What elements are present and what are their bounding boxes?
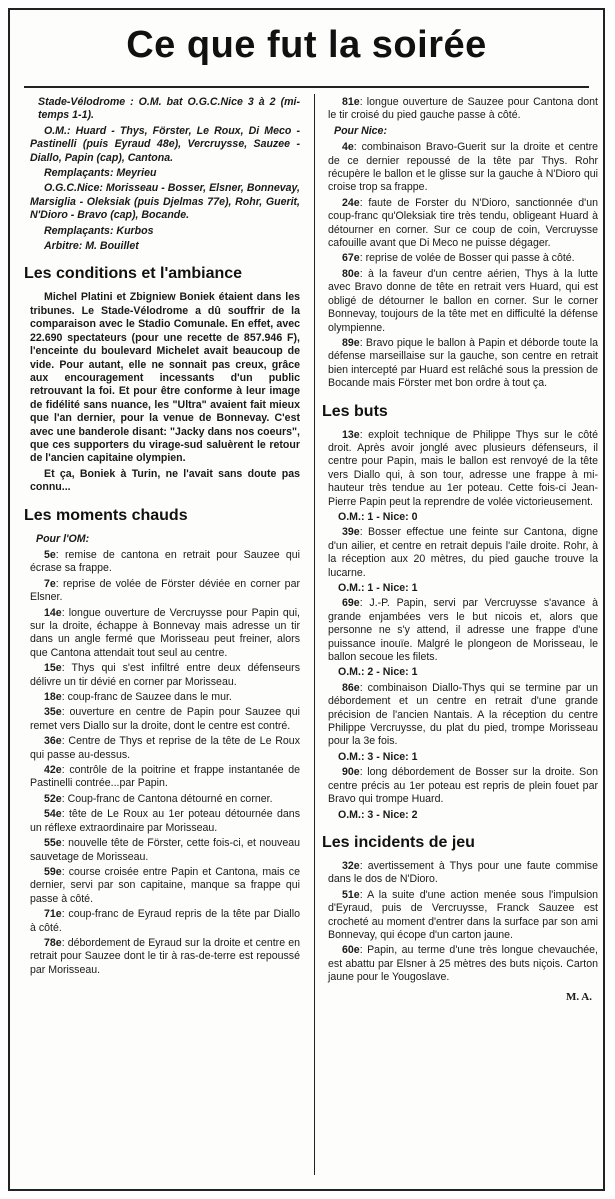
article-title: Ce que fut la soirée	[126, 24, 487, 66]
incident-entry	[328, 944, 598, 984]
minute-label: 78e	[44, 936, 62, 949]
nice-moment-entry	[328, 268, 598, 335]
om-lineup: O.M.: Huard - Thys, Förster, Le Roux, Di Meco - Pastinelli (puis Eyraud 48e), Vercruysse, Sauzee - Diallo, Papin (cap), Cantona.	[30, 124, 300, 164]
om-moment-entry	[30, 808, 300, 835]
entry-text: : faute de Forster du N'Dioro, sanctionnée d'un coup-franc qu'Oleksiak tire très tendu, obligeant Huard à détourner en corner. Sur ce coup de coin, Vercruysse cafouille avant que Di Meco ne puisse dégager.	[328, 196, 598, 250]
om-moment-entry	[30, 706, 300, 733]
minute-label: 13e	[342, 428, 360, 441]
entry-text: : à la faveur d'un centre aérien, Thys à la lutte avec Bravo donne de tête en retrait vers Huard, qui est obligé de détourner le ballon en corner. Sur le corner Bonnevay, toujours de la tête met en difficulté la défense olympienne.	[328, 267, 598, 334]
minute-label: 4e	[342, 141, 354, 154]
nice-moments-label: Pour Nice:	[334, 124, 387, 137]
conditions-closing: Et ça, Boniek à Turin, ne l'avait sans doute pas connu...	[30, 467, 300, 494]
nice-moment-entry	[328, 252, 598, 265]
minute-label: 5e	[44, 548, 56, 561]
entry-text: : coup-franc de Eyraud repris de la tête par Diallo à côté.	[30, 908, 300, 934]
entry-text: : longue ouverture de Vercruysse pour Papin qui, sur la droite, échappe à Bonnevay mais adresse un tir dans un angle fermé que Morisseau peut freiner, alors que Cantona attendait tout seul au centre.	[30, 606, 300, 659]
minute-label: 81e	[342, 96, 360, 108]
om-substitutes: Remplaçants: Meyrieu	[44, 167, 157, 180]
minute-label: 54e	[44, 808, 62, 821]
score-line: O.M.: 1 - Nice: 0	[338, 510, 418, 523]
om-moment-entry	[30, 837, 300, 864]
entry-text: : Thys qui s'est infiltré entre deux défenseurs délivre un tir dévié en corner par Morisseau.	[30, 662, 300, 688]
goal-entry	[328, 682, 598, 749]
minute-label: 24e	[342, 196, 360, 209]
entry-text: : contrôle de la poitrine et frappe instantanée de Pastinelli contrée...par Papin.	[30, 764, 300, 790]
incident-entry	[328, 889, 598, 943]
entry-text: : remise de cantona en retrait pour Sauzee qui écrase sa frappe.	[30, 548, 300, 575]
entry-text: : Bosser effectue une feinte sur Cantona, digne d'un ailier, et centre en retrait depuis l'aile droite. Rohr, à la réception aux 20 mètres, du pied gauche trouve la lucarne.	[328, 526, 598, 579]
minute-label: 36e	[44, 735, 62, 748]
om-moment-entry	[30, 908, 300, 935]
om-moment-entry	[30, 607, 300, 661]
om-moment-entry	[30, 691, 300, 704]
minute-label: 80e	[342, 267, 360, 280]
minute-label: 39e	[342, 526, 360, 539]
entry-text: : combinaison Bravo-Guerit sur la droite et centre de ce dernier repoussé de la tête par Thys. Rohr récupère le ballon et le glisse sur la gauche à N'Dioro qui croise trop sa frappe.	[328, 141, 598, 194]
entry-text: : Centre de Thys et reprise de la tête de Le Roux qui passe au-dessus.	[30, 735, 300, 761]
score-line: O.M.: 2 - Nice: 1	[338, 666, 418, 679]
om-moment-entry	[328, 96, 598, 123]
score-line: O.M.: 1 - Nice: 1	[338, 582, 418, 594]
referee: Arbitre: M. Bouillet	[44, 240, 139, 253]
entry-text: : exploit technique de Philippe Thys sur le côté droit. Après avoir jonglé avec plusieurs défenseurs, il centre pour Papin, mais le ballon est renvoyé de la tête vers Diallo qui, à son tour, adresse une frappe à mi-hauteur très tendue au 1er poteau. Cette fois-ci Jean-Pierre Papin peut la reprendre de volée victorieusement.	[328, 428, 598, 508]
om-moment-entry	[30, 937, 300, 977]
goal-entry	[328, 526, 598, 580]
minute-label: 60e	[342, 944, 360, 957]
entry-text: : Papin, au terme d'une très longue chevauchée, est abattu par Elsner à 25 mètres des buts niçois. Carton jaune pour le Yougoslave.	[328, 944, 598, 984]
entry-text: : A la suite d'une action menée sous l'impulsion d'Eyraud, puis de Vercruysse, Franck Sauzee est crocheté au moment d'entrer dans la surface par son ami Bonnevay, qui écope d'un carton jaune.	[328, 888, 598, 941]
minute-label: 51e	[342, 888, 360, 901]
minute-label: 35e	[44, 706, 62, 719]
entry-text: : reprise de volée de Förster déviée en corner par Elsner.	[30, 577, 300, 604]
incidents-heading: Les incidents de jeu	[322, 833, 475, 851]
entry-text: : long débordement de Bosser sur la droite. Son centre précis au 1er poteau est repris de plein fouet par Bravo qui trompe Huard.	[328, 766, 598, 806]
om-moment-entry	[30, 662, 300, 689]
entry-text: : tête de Le Roux au 1er poteau détournée dans un réflexe extraordinaire par Morisseau.	[30, 808, 300, 834]
entry-text: : ouverture en centre de Papin pour Sauzee qui remet vers Diallo sur la droite, dont le centre est contré.	[30, 706, 300, 732]
minute-label: 14e	[44, 606, 62, 619]
om-moments-list	[30, 549, 300, 977]
entry-text: : nouvelle tête de Förster, cette fois-ci, et nouveau sauvetage de Morisseau.	[30, 837, 300, 863]
entry-text: : Bravo pique le ballon à Papin et déborde toute la défense marseillaise sur la gauche, son centre en retrait bien intercepté par Huard est relâché sous la pression de Bocande mais Förster met bon ordre à tout ça.	[328, 336, 598, 390]
goals-heading: Les buts	[322, 402, 388, 420]
om-moments-label: Pour l'OM:	[36, 532, 90, 545]
score-line: O.M.: 3 - Nice: 1	[338, 750, 418, 763]
goals-list	[328, 429, 598, 822]
om-moment-entry	[30, 578, 300, 605]
conditions-heading: Les conditions et l'ambiance	[24, 265, 243, 283]
entry-text: : combinaison Diallo-Thys qui se termine par un débordement et un centre en retrait d'une grande précision de l'ancien Nantais. A la réception du centre Philippe Vercruysse, du plat du pied, trompe Morisseau pour la 3e fois.	[328, 681, 598, 748]
article-page	[8, 8, 605, 1191]
minute-label: 55e	[44, 837, 62, 850]
minute-label: 89e	[342, 336, 360, 349]
nice-moments-list	[328, 141, 598, 390]
minute-label: 7e	[44, 577, 56, 590]
minute-label: 18e	[44, 691, 62, 704]
minute-label: 67e	[342, 252, 360, 265]
om-moments-continued	[328, 96, 598, 123]
entry-text: : J.-P. Papin, servi par Vercruysse s'avance à grande enjambées vers le but nicois et, alors que personne ne s'y attend, il adresse une frappe d'une puissance inouïe. Malgré le plongeon de Morisseau, le ballon secoue les filets.	[328, 597, 598, 664]
minute-label: 32e	[342, 859, 360, 872]
conditions-paragraph: Michel Platini et Zbigniew Boniek étaient dans les tribunes. Le Stade-Vélodrome a dû souffrir de la comparaison avec le Stadio Comunale. En effet, avec 22.690 spectateurs (pour une recette de 857.946 F), l'enceinte du boulevard Michelet avait beaucoup de vide. Pour autant, elle ne sonnait pas creux, grâce aux encouragement incessants d'un public retrouvant la foi. Et pour être conforme à leur image de fidélité sans nuance, les "Ultra" avaient fait mieux que l'an dernier, pour la venue de Bonnevay. C'est avec une banderole disant: "Jacky dans nos coeurs", que ces supporters du virage-sud saluèrent le retour de l'ancien capitaine olympien.	[30, 291, 300, 465]
minute-label: 69e	[342, 597, 360, 610]
minute-label: 42e	[44, 764, 62, 777]
om-moment-entry	[30, 866, 300, 906]
entry-text: : coup-franc de Sauzee dans le mur.	[61, 691, 232, 704]
right-column	[322, 96, 598, 1006]
match-result: Stade-Vélodrome : O.M. bat O.G.C.Nice 3 à 2 (mi-temps 1-1).	[38, 96, 300, 122]
goal-entry	[328, 429, 598, 509]
incident-entry	[328, 860, 598, 887]
nice-moment-entry	[328, 337, 598, 391]
left-column	[24, 96, 300, 979]
minute-label: 90e	[342, 766, 360, 779]
author-signature: M. A.	[566, 990, 592, 1003]
minute-label: 15e	[44, 662, 62, 675]
om-moment-entry	[30, 793, 300, 806]
nice-lineup: O.G.C.Nice: Morisseau - Bosser, Elsner, Bonnevay, Marsiglia - Oleksiak (puis Djelmas 77e), Rohr, Guerit, N'Dioro - Bravo (cap), Bocande.	[30, 182, 300, 222]
nice-moment-entry	[328, 197, 598, 251]
minute-label: 52e	[44, 792, 62, 805]
minute-label: 71e	[44, 908, 62, 921]
goal-entry	[328, 766, 598, 806]
entry-text: : course croisée entre Papin et Cantona, mais ce dernier, servi par son capitaine, manque sa frappe qui passe à côté.	[30, 865, 300, 905]
entry-text: : débordement de Eyraud sur la droite et centre en retrait pour Sauzee dont le tir à ras-de-terre est repoussé par Morisseau.	[30, 936, 300, 976]
title-rule	[24, 86, 589, 88]
nice-moment-entry	[328, 141, 598, 195]
goal-entry	[328, 597, 598, 664]
score-line: O.M.: 3 - Nice: 2	[338, 808, 418, 821]
om-moment-entry	[30, 764, 300, 791]
om-moment-entry	[30, 735, 300, 762]
column-divider	[314, 94, 315, 1175]
entry-text: : longue ouverture de Sauzee pour Cantona dont le tir croisé du pied gauche passe à côté.	[328, 96, 598, 122]
entry-text: : Coup-franc de Cantona détourné en corner.	[61, 792, 273, 805]
nice-substitutes: Remplaçants: Kurbos	[44, 224, 154, 237]
entry-text: : avertissement à Thys pour une faute commise dans le dos de N'Dioro.	[328, 859, 598, 886]
minute-label: 86e	[342, 681, 360, 694]
incidents-list	[328, 860, 598, 985]
om-moment-entry	[30, 549, 300, 576]
hot-moments-heading: Les moments chauds	[24, 506, 188, 524]
minute-label: 59e	[44, 865, 62, 878]
entry-text: : reprise de volée de Bosser qui passe à côté.	[359, 252, 575, 265]
